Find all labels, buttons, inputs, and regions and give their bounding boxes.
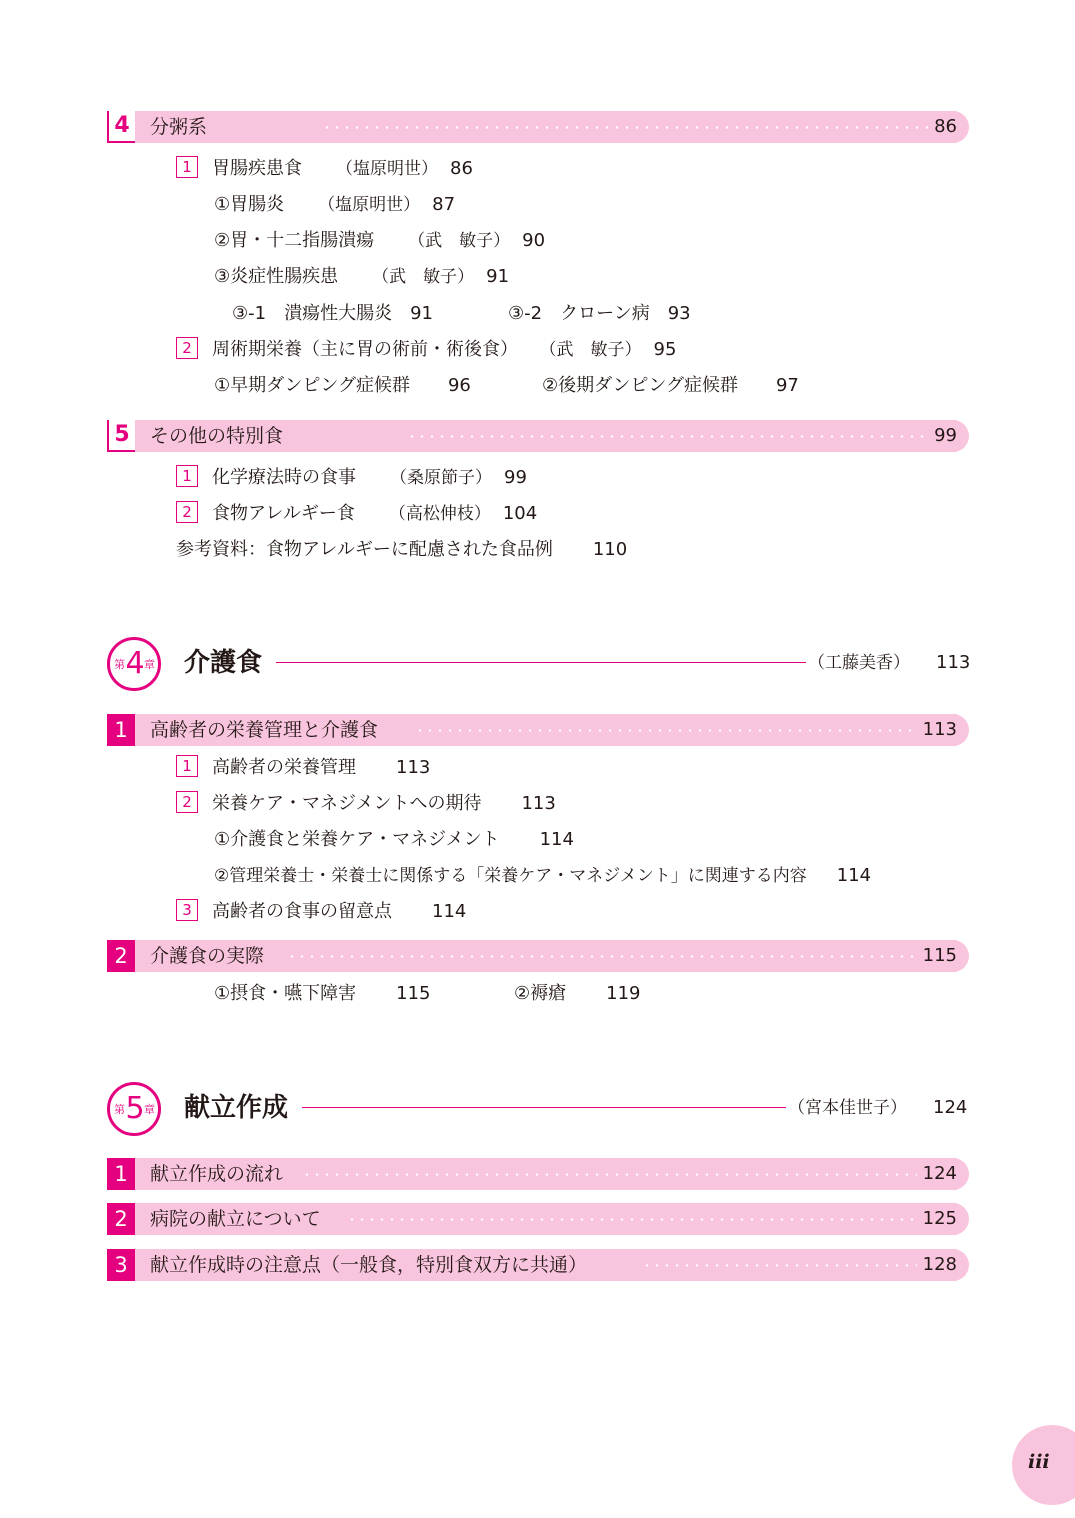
section-title: 高齢者の栄養管理と介護食: [150, 714, 382, 746]
entry-title: 参考資料：食物アレルギーに配慮された食品例: [176, 539, 553, 560]
toc-entry: [176, 537, 627, 563]
section-page: 99: [930, 420, 957, 452]
section-title: 献立作成時の注意点（一般食，特別食双方に共通）: [150, 1249, 591, 1281]
toc-entry: [214, 827, 574, 853]
entry-number-box: 1: [176, 755, 198, 777]
entry-title: ①早期ダンピング症候群: [214, 375, 410, 396]
entry-title: ①介護食と栄養ケア・マネジメント: [214, 829, 500, 850]
toc-entry: [214, 264, 509, 290]
section-heading: [107, 1158, 969, 1190]
chapter-author: （工藤美香）: [808, 653, 910, 673]
entry-title: 食物アレルギー食: [212, 503, 355, 524]
entry-title: 高齢者の栄養管理: [212, 757, 356, 778]
entry-page: 114: [432, 901, 467, 922]
leader-dots: [642, 1264, 917, 1267]
toc-entry: [176, 791, 556, 817]
section-number: 4: [107, 111, 135, 143]
section-heading: [107, 1203, 969, 1235]
section-page: 124: [919, 1158, 957, 1190]
toc-entry: [214, 373, 471, 399]
entry-title: 高齢者の食事の留意点: [212, 901, 392, 922]
section-number: 5: [107, 420, 135, 452]
section-heading: [107, 940, 969, 972]
leader-dots: [287, 955, 917, 958]
toc-entry: [214, 228, 545, 254]
chapter-number: 4: [125, 646, 145, 681]
entry-title: ③-1 潰瘍性大腸炎: [232, 303, 393, 324]
toc-entry: [176, 755, 430, 781]
entry-page: 97: [775, 375, 799, 396]
section-page: 113: [919, 714, 957, 746]
section-number: 1: [107, 714, 135, 746]
leader-dots: [347, 1218, 917, 1221]
toc-entry: [176, 465, 527, 491]
entry-author: （武 敏子）: [548, 340, 642, 360]
toc-entry: [514, 981, 641, 1007]
chapter-suffix: 章: [144, 658, 155, 671]
section-heading: [107, 420, 969, 452]
entry-title: ②管理栄養士・栄養士に関係する「栄養ケア・マネジメント」に関連する内容: [214, 866, 807, 886]
page-number-badge: [1012, 1425, 1075, 1505]
section-heading: [107, 714, 969, 746]
entry-page: 119: [606, 983, 641, 1004]
entry-page: 91: [410, 303, 433, 324]
section-number: 3: [107, 1249, 135, 1281]
entry-page: 95: [653, 339, 677, 360]
entry-page: 90: [522, 230, 546, 251]
entry-page: 99: [504, 467, 527, 488]
chapter-suffix: 章: [144, 1103, 155, 1116]
section-title: 介護食の実際: [150, 940, 268, 972]
entry-author: （桑原節子）: [390, 468, 492, 488]
entry-title: 化学療法時の食事: [212, 467, 356, 488]
chapter-title: 献立作成: [184, 1093, 289, 1123]
toc-entry: [542, 373, 799, 399]
section-title: その他の特別食: [150, 420, 287, 452]
section-title: 分粥系: [150, 111, 211, 143]
section-page: 125: [919, 1203, 957, 1235]
entry-page: 113: [521, 793, 556, 814]
section-title: 献立作成の流れ: [150, 1158, 287, 1190]
entry-title: ③炎症性腸疾患: [214, 266, 339, 287]
toc-entry: [176, 337, 676, 363]
section-heading: [107, 1249, 969, 1281]
chapter-rule: [302, 1107, 786, 1108]
entry-page: 87: [432, 194, 456, 215]
entry-page: 110: [592, 539, 628, 560]
entry-page: 115: [396, 983, 431, 1004]
page-number: iii: [1028, 1451, 1050, 1473]
entry-page: 93: [667, 303, 691, 324]
section-page: 115: [919, 940, 957, 972]
chapter-number: 5: [125, 1091, 145, 1126]
entry-page: 86: [450, 158, 473, 179]
toc-entry: [508, 301, 691, 327]
chapter-badge: [107, 1082, 161, 1136]
entry-title: ②胃・十二指腸潰瘍: [214, 230, 375, 251]
entry-author: （武 敏子）: [372, 267, 475, 287]
entry-title: ②後期ダンピング症候群: [542, 375, 738, 396]
section-heading: [107, 111, 969, 143]
entry-page: 104: [502, 503, 538, 524]
entry-title: ③-2 クローン病: [508, 303, 650, 324]
entry-title: 栄養ケア・マネジメントへの期待: [212, 793, 482, 814]
toc-entry: [176, 899, 466, 925]
section-number: 2: [107, 940, 135, 972]
entry-title: ①胃腸炎: [214, 194, 285, 215]
entry-number-box: 3: [176, 899, 198, 921]
section-number: 1: [107, 1158, 135, 1190]
entry-title: 胃腸疾患食: [212, 158, 302, 179]
entry-author: （塩原明世）: [318, 195, 421, 215]
chapter-prefix: 第: [114, 658, 125, 671]
toc-entry: [214, 981, 431, 1007]
entry-page: 113: [396, 757, 431, 778]
entry-number-box: 2: [176, 337, 198, 359]
entry-page: 91: [486, 266, 510, 287]
toc-entry: [176, 156, 473, 182]
toc-entry: [176, 501, 537, 527]
entry-number-box: 1: [176, 156, 198, 178]
chapter-rule: [276, 662, 806, 663]
entry-author: （塩原明世）: [336, 159, 438, 179]
leader-dots: [302, 1173, 917, 1176]
entry-number-box: 1: [176, 465, 198, 487]
entry-number-box: 2: [176, 501, 198, 523]
chapter-author: （宮本佳世子）: [788, 1098, 907, 1118]
chapter-title: 介護食: [184, 648, 263, 678]
entry-title: ①摂食・嚥下障害: [214, 983, 357, 1004]
toc-entry: [214, 192, 455, 218]
leader-dots: [407, 435, 929, 438]
section-page: 86: [930, 111, 957, 143]
entry-title: ②褥瘡: [514, 983, 567, 1004]
entry-page: 114: [836, 865, 872, 886]
toc-entry: [232, 301, 433, 327]
section-title: 病院の献立について: [150, 1203, 325, 1235]
section-number: 2: [107, 1203, 135, 1235]
chapter-page: 113: [936, 652, 971, 673]
entry-author: （高松伸枝）: [388, 504, 491, 524]
leader-dots: [415, 729, 917, 732]
section-page: 128: [919, 1249, 957, 1281]
entry-number-box: 2: [176, 791, 198, 813]
chapter-prefix: 第: [114, 1103, 125, 1116]
entry-title: 周術期栄養（主に胃の術前・術後食）: [212, 339, 518, 360]
entry-page: 96: [447, 375, 471, 396]
leader-dots: [322, 126, 929, 129]
entry-author: （武 敏子）: [408, 231, 511, 251]
entry-page: 114: [539, 829, 574, 850]
chapter-badge: [107, 637, 161, 691]
toc-entry: [214, 863, 871, 889]
chapter-page: 124: [933, 1097, 968, 1118]
